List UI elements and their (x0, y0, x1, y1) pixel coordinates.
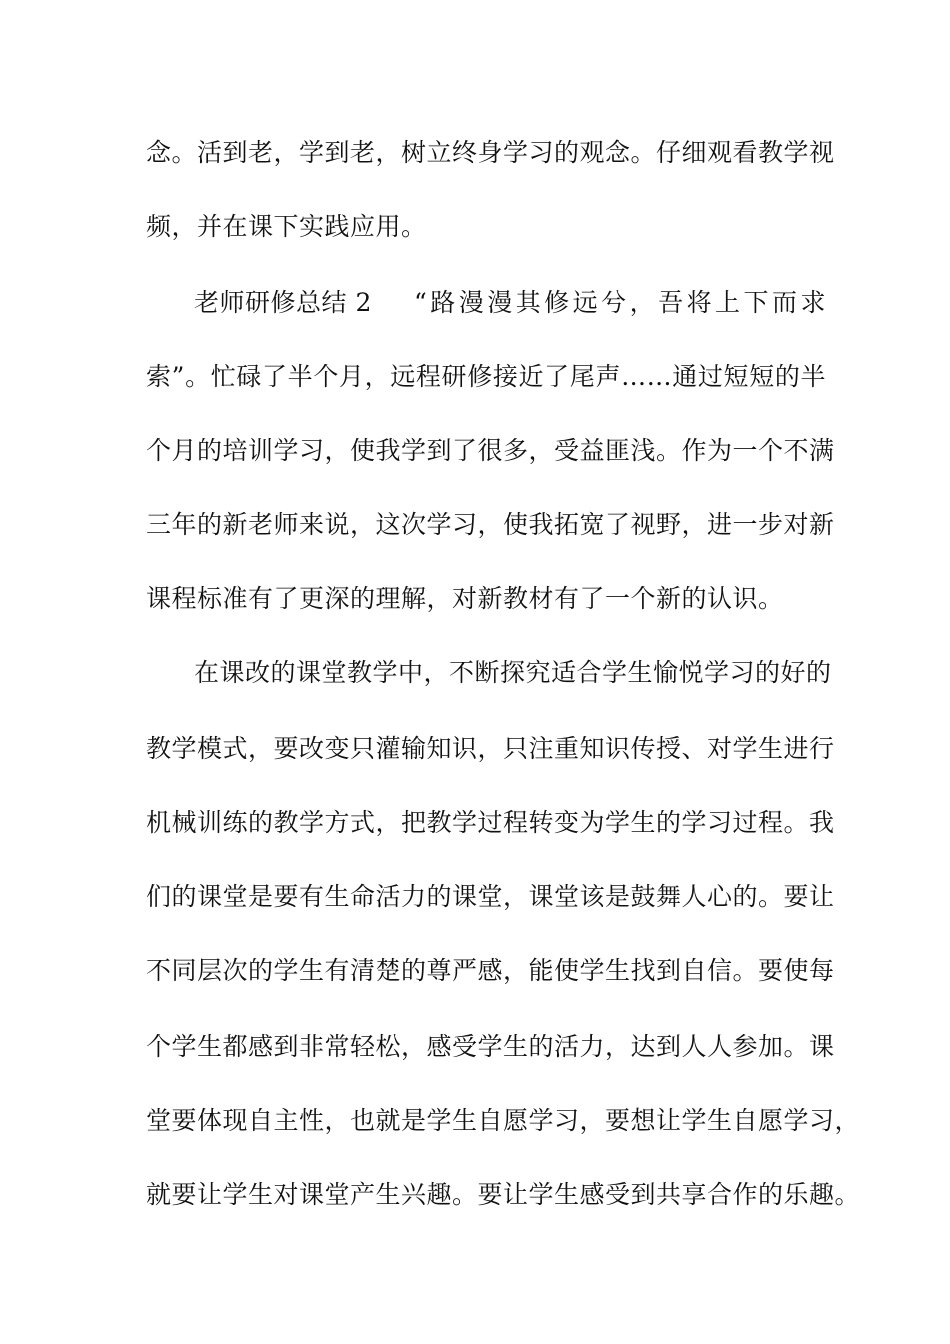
text-line: 们的课堂是要有生命活力的课堂，课堂该是鼓舞人心的。要让 (146, 882, 835, 911)
text-line: 三年的新老师来说，这次学习，使我拓宽了视野，进一步对新 (146, 510, 835, 539)
text-line: 念。活到老，学到老，树立终身学习的观念。仔细观看教学视 (146, 138, 835, 167)
text-line: “路漫漫其修远兮，吾将上下而求 (414, 288, 826, 317)
text-line: 索”。忙碌了半个月，远程研修接近了尾声……通过短短的半 (146, 362, 826, 391)
text-line: 教学模式，要改变只灌输知识，只注重知识传授、对学生进行 (146, 734, 835, 763)
text-line: 堂要体现自主性，也就是学生自愿学习，要想让学生自愿学习， (146, 1106, 861, 1135)
text-line: 不同层次的学生有清楚的尊严感，能使学生找到自信。要使每 (146, 956, 835, 985)
text-line: 个学生都感到非常轻松，感受学生的活力，达到人人参加。课 (146, 1032, 835, 1061)
text-line: 在课改的课堂教学中，不断探究适合学生愉悦学习的好的 (194, 658, 832, 687)
text-line: 频，并在课下实践应用。 (146, 212, 427, 241)
text-line: 就要让学生对课堂产生兴趣。要让学生感受到共享合作的乐趣。 (146, 1180, 861, 1209)
text-line: 个月的培训学习，使我学到了很多，受益匪浅。作为一个不满 (146, 436, 835, 465)
text-line: 机械训练的教学方式，把教学过程转变为学生的学习过程。我 (146, 808, 835, 837)
section-heading: 老师研修总结 2 (194, 288, 372, 317)
text-line: 课程标准有了更深的理解，对新教材有了一个新的认识。 (146, 584, 784, 613)
